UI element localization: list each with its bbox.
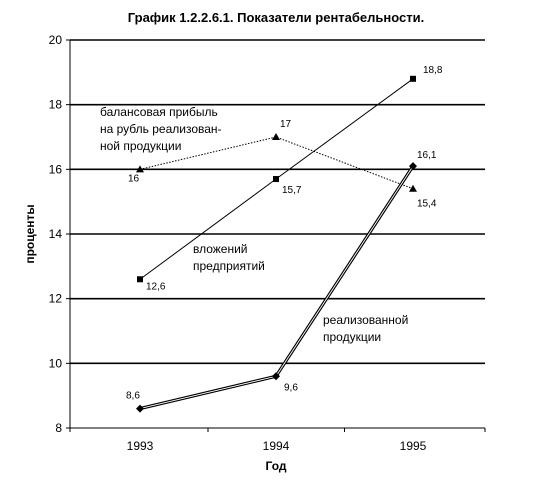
x-tick-label: 1994	[262, 439, 290, 453]
x-tick-label: 1995	[399, 439, 427, 453]
y-tick-label: 14	[48, 227, 62, 241]
data-label: 12,6	[146, 281, 166, 293]
y-axis-title: проценты	[23, 204, 37, 264]
axes	[49, 33, 485, 453]
data-label: 15,7	[282, 185, 302, 197]
data-point-triangle	[272, 133, 280, 140]
data-point-triangle	[409, 185, 417, 192]
series-line-inner	[140, 166, 413, 409]
data-point-square	[273, 176, 279, 182]
y-tick-label: 16	[48, 162, 62, 177]
data-label: 9,6	[284, 382, 298, 394]
series-annotations	[100, 105, 408, 344]
chart-title: График 1.2.2.6.1. Показатели рентабельности.	[127, 10, 425, 25]
y-tick-label: 20	[48, 33, 62, 47]
y-tick-label: 18	[48, 97, 62, 112]
y-tick-label: 8	[55, 421, 62, 435]
series-annotation-line: на рубль реализован-	[100, 122, 222, 136]
data-point-square	[137, 276, 143, 282]
series-annotation-line: продукции	[323, 330, 382, 344]
data-label: 17	[280, 119, 292, 130]
data-point-square	[410, 76, 416, 82]
series-annotation-line: ной продукции	[100, 139, 182, 153]
x-axis-title: Год	[265, 459, 287, 473]
series-annotation-line: балансовая прибыль	[100, 105, 218, 119]
data-point-diamond	[136, 405, 144, 413]
series-annotation-line: реализованной	[323, 313, 409, 327]
series-annotation-line: предприятий	[193, 259, 265, 273]
data-label: 15,4	[417, 198, 437, 210]
y-tick-label: 10	[48, 356, 62, 371]
x-tick-label: 1993	[126, 439, 154, 453]
y-tick-label: 12	[48, 291, 62, 306]
data-label: 8,6	[126, 390, 140, 402]
series-line	[140, 166, 413, 409]
series-annotation-line: вложений	[193, 242, 248, 256]
data-label: 16,1	[417, 150, 437, 162]
data-label: 16	[128, 173, 140, 185]
data-label: 18,8	[423, 64, 443, 76]
